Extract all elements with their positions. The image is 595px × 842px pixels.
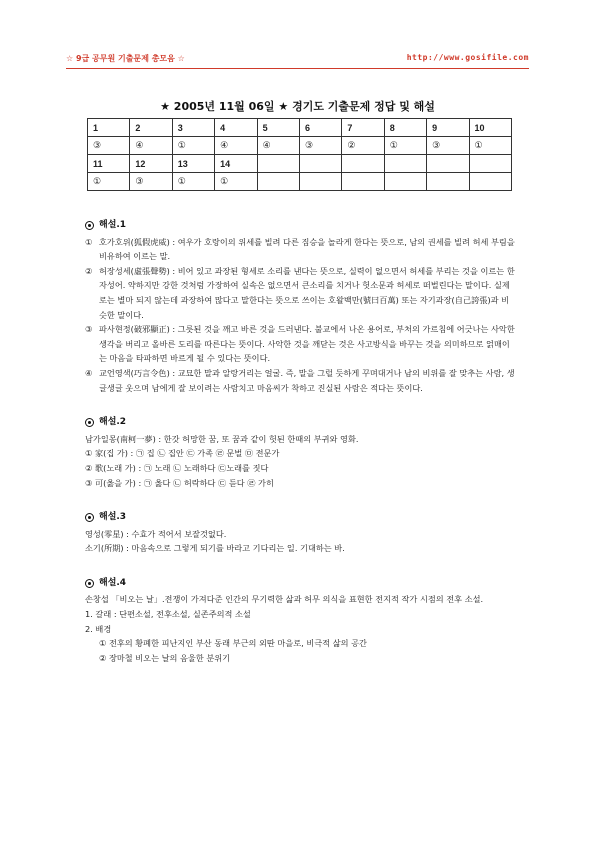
circle-bullet-icon [85, 579, 94, 588]
section-heading [85, 218, 515, 233]
question-number: 10 [469, 119, 511, 137]
empty-cell [299, 155, 341, 173]
explanation-intro: 손창섭 「비오는 날」.전쟁이 가져다준 인간의 무기력한 삶과 허무 의식을 표현한 전지적 작가 시점의 전후 소설. [85, 594, 484, 605]
circle-bullet-icon [85, 418, 94, 427]
section-heading-text: 해설.1 [99, 220, 127, 230]
explanation-section-2 [85, 415, 515, 490]
answer-table [87, 118, 512, 191]
section-heading [85, 415, 515, 430]
answer-cell: ④ [215, 137, 257, 155]
empty-cell [257, 155, 299, 173]
item-marker: ② [85, 265, 93, 276]
item-text: 파사현정(破邪顯正) : 그릇된 것을 깨고 바른 것을 드러낸다. 불교에서 나온 용어로, 부처의 가르침에 어긋나는 사악한 생각을 버리고 올바른 도리를 따른다는 뜻이다. 사악한 것을 깨닫는 것은 사고방식을 바꾸는 것을 의미하므로 얽매이는 마음을 타파하면 바르게 될 수 있다는 뜻이다. [99, 324, 515, 364]
explanation-subline: ② 장마철 비오는 날의 음울한 분위기 [99, 652, 231, 663]
empty-cell [257, 173, 299, 191]
empty-cell [427, 173, 469, 191]
explanation-line: 2. 배경 [85, 623, 112, 634]
explanation-section-4 [85, 576, 515, 666]
answer-cell: ④ [257, 137, 299, 155]
question-number: 6 [299, 119, 341, 137]
item-marker: ④ [85, 367, 93, 378]
circle-bullet-icon [85, 513, 94, 522]
question-number: 12 [130, 155, 172, 173]
explanation-line: ① 家(집 가) : ㉠ 집 ㉡ 집안 ㉢ 가족 ㉣ 문벌 ㉤ 전문가 [85, 448, 280, 459]
item-text: 호가호위(狐假虎威) : 여우가 호랑이의 위세를 빌려 다른 짐승을 놀라게 한다는 뜻으로, 남의 권세를 빌려 허세 부림을 비유하여 이르는 말. [99, 236, 515, 262]
empty-cell [384, 173, 426, 191]
explanation-line: ② 歌(노래 가) : ㉠ 노래 ㉡ 노래하다 ㉢노래를 짓다 [85, 462, 269, 473]
empty-cell [384, 155, 426, 173]
answer-cell: ① [172, 137, 214, 155]
answer-table-answer-row-1 [88, 137, 512, 155]
circle-bullet-icon [85, 221, 94, 230]
answer-cell: ③ [88, 137, 130, 155]
explanation-section-1 [85, 218, 515, 395]
answer-table-number-row-2 [88, 155, 512, 173]
explanation-content [85, 218, 515, 665]
empty-cell [342, 173, 384, 191]
empty-cell [427, 155, 469, 173]
empty-cell [342, 155, 384, 173]
header-divider [66, 68, 529, 69]
header-url-link[interactable]: http://www.gosifile.com [406, 53, 529, 62]
explanation-item [85, 322, 515, 366]
section-heading-text: 해설.4 [99, 577, 127, 588]
question-number: 13 [172, 155, 214, 173]
explanation-line: 1. 갈래 : 단편소설, 전후소설, 실존주의적 소설 [85, 609, 251, 620]
question-number: 2 [130, 119, 172, 137]
empty-cell [469, 155, 511, 173]
explanation-line: 남가일몽(南柯一夢) : 한갓 허망한 꿈, 또 꿈과 같이 헛된 한때의 부귀와 영화. [85, 433, 359, 444]
answer-cell: ① [88, 173, 130, 191]
section-heading [85, 576, 515, 591]
answer-cell: ① [384, 137, 426, 155]
answer-cell: ① [172, 173, 214, 191]
answer-table-number-row-1 [88, 119, 512, 137]
question-number: 3 [172, 119, 214, 137]
page-title: ★ 2005년 11월 06일 ★ 경기도 기출문제 정답 및 해설 [160, 100, 435, 113]
item-text: 교언영색(巧言令色) : 교묘한 말과 알랑거리는 얼굴. 즉, 말을 그럴 듯하게 꾸며대거나 남의 비위를 잘 맞추는 사람, 생글생글 웃으며 남에게 잘 보이려는 사람치고 마음씨가 착하고 진실된 사람은 적다는 뜻이다. [99, 367, 515, 393]
question-number: 4 [215, 119, 257, 137]
question-number: 14 [215, 155, 257, 173]
question-number: 8 [384, 119, 426, 137]
section-heading-text: 해설.3 [99, 512, 127, 523]
answer-cell: ① [215, 173, 257, 191]
answer-cell: ④ [130, 137, 172, 155]
question-number: 5 [257, 119, 299, 137]
header-left-text: ☆ 9급 공무원 기출문제 총모음 ☆ [66, 54, 185, 63]
section-heading-text: 해설.2 [99, 417, 127, 428]
empty-cell [469, 173, 511, 191]
question-number: 11 [88, 155, 130, 173]
item-text: 허장성세(虛張聲勢) : 비어 있고 과장된 형세로 소리를 낸다는 뜻으로, 실력이 없으면서 허세를 부리는 것을 이르는 한자성어. 약하지만 강한 것처럼 가장하여 실속은 없으면서 큰소리를 치거나 헛소문과 허세로 떠벌린다는 말이다. 실제로는 별마 되지 않는데 과장하여 많다고 말한다는 뜻으로 쓰이는 호왈백만(號曰百萬) 또는 자기과장(自己誇張)과 비슷한 말이다. [99, 265, 515, 320]
explanation-section-3 [85, 510, 515, 556]
answer-table-answer-row-2 [88, 173, 512, 191]
question-number: 1 [88, 119, 130, 137]
explanation-line: 소기(所期) : 마음속으로 그렇게 되기를 바라고 기다리는 일. 기대하는 바. [85, 543, 345, 554]
explanation-line: ③ 可(옳을 가) : ㉠ 옳다 ㉡ 허락하다 ㉢ 듣다 ㉣ 가히 [85, 477, 274, 488]
section-heading [85, 510, 515, 525]
page-header [66, 53, 529, 65]
item-marker: ③ [85, 324, 93, 335]
explanation-item [85, 264, 515, 322]
question-number: 7 [342, 119, 384, 137]
answer-cell: ① [469, 137, 511, 155]
answer-cell: ③ [299, 137, 341, 155]
answer-cell: ③ [427, 137, 469, 155]
explanation-item [85, 366, 515, 395]
explanation-subline: ① 전후의 황폐한 피난지인 부산 동래 부근의 외딴 마을로, 비극적 삶의 공간 [99, 638, 367, 649]
empty-cell [299, 173, 341, 191]
answer-cell: ③ [130, 173, 172, 191]
question-number: 9 [427, 119, 469, 137]
item-marker: ① [85, 236, 93, 247]
explanation-item [85, 235, 515, 264]
answer-cell: ② [342, 137, 384, 155]
explanation-line: 영성(零星) : 수효가 적어서 보잘것없다. [85, 528, 227, 539]
